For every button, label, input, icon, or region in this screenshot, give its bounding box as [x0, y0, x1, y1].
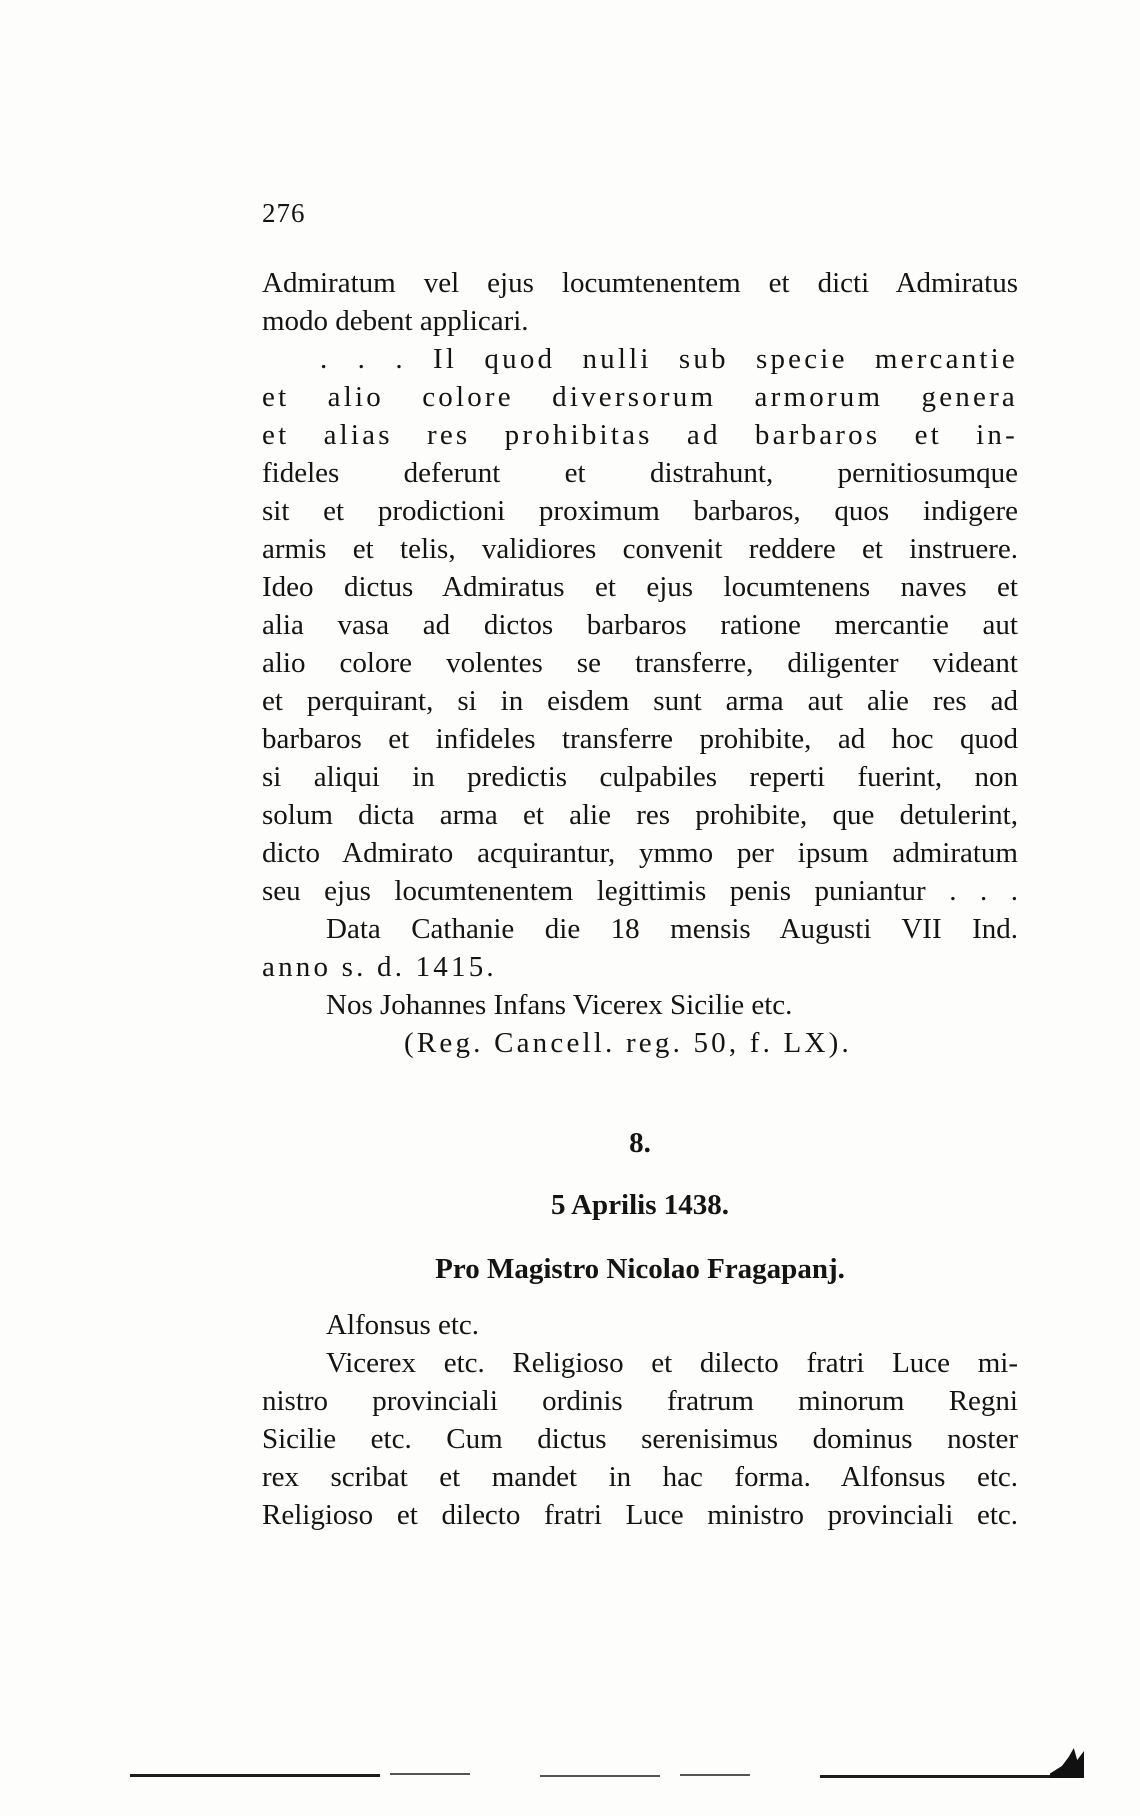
text-line-2: modo debent applicari. — [262, 305, 529, 337]
document-number: 8. — [629, 1127, 651, 1159]
scan-edge-rule-2 — [390, 1773, 470, 1775]
text-line-17: seu ejus locumtenentem legittimis penis puniantur . . . — [262, 875, 1018, 907]
text-line-7: sit et prodictioni proximum barbaros, quos indigere — [262, 495, 1018, 527]
document-title: Pro Magistro Nicolao Fragapanj. — [435, 1253, 845, 1285]
text-line-6: fideles deferunt et distrahunt, pernitiosumque — [262, 457, 1018, 489]
ink-blot — [1050, 1748, 1084, 1778]
section-line-2: Vicerex etc. Religioso et dilecto fratri Luce mi- — [326, 1347, 1018, 1379]
section-line-5: rex scribat et mandet in hac forma. Alfonsus etc. — [262, 1461, 1018, 1493]
text-line-20: Nos Johannes Infans Vicerex Sicilie etc. — [326, 989, 793, 1021]
section-line-6: Religioso et dilecto fratri Luce ministro provinciali etc. — [262, 1499, 1018, 1531]
scan-edge-rule-3 — [540, 1775, 660, 1777]
text-line-14: si aliqui in predictis culpabiles reperti fuerint, non — [262, 761, 1018, 793]
document-date: 5 Aprilis 1438. — [550, 1189, 730, 1221]
text-line-16: dicto Admirato acquirantur, ymmo per ipsum admiratum — [262, 837, 1018, 869]
text-line-15: solum dicta arma et alie res prohibite, que detulerint, — [262, 799, 1018, 831]
text-line-18: Data Cathanie die 18 mensis Augusti VII Ind. — [326, 913, 1018, 945]
text-line-5: et alias res prohibitas ad barbaros et in- — [262, 419, 1018, 451]
page-number: 276 — [262, 198, 306, 228]
text-line-1: Admiratum vel ejus locumtenentem et dicti Admiratus — [262, 267, 1018, 299]
text-line-19: anno s. d. 1415. — [262, 951, 497, 983]
scan-edge-rule-4 — [680, 1774, 750, 1776]
text-line-3: . . . Il quod nulli sub specie mercantie — [320, 343, 1018, 375]
text-line-10: alia vasa ad dictos barbaros ratione mercantie aut — [262, 609, 1018, 641]
text-line-13: barbaros et infideles transferre prohibite, ad hoc quod — [262, 723, 1018, 755]
text-line-8: armis et telis, validiores convenit reddere et instruere. — [262, 533, 1018, 565]
scan-edge-rule — [130, 1774, 380, 1777]
section-line-3: nistro provinciali ordinis fratrum minorum Regni — [262, 1385, 1018, 1417]
section-line-1: Alfonsus etc. — [326, 1309, 480, 1341]
text-line-12: et perquirant, si in eisdem sunt arma aut alie res ad — [262, 685, 1018, 717]
text-line-9: Ideo dictus Admiratus et ejus locumtenens naves et — [262, 571, 1018, 603]
text-line-4: et alio colore diversorum armorum genera — [262, 381, 1018, 413]
section-line-4: Sicilie etc. Cum dictus serenisimus dominus noster — [262, 1423, 1018, 1455]
text-line-21: (Reg. Cancell. reg. 50, f. LX). — [404, 1027, 852, 1059]
text-line-11: alio colore volentes se transferre, diligenter videant — [262, 647, 1018, 679]
scan-edge-rule-5 — [820, 1775, 1060, 1778]
